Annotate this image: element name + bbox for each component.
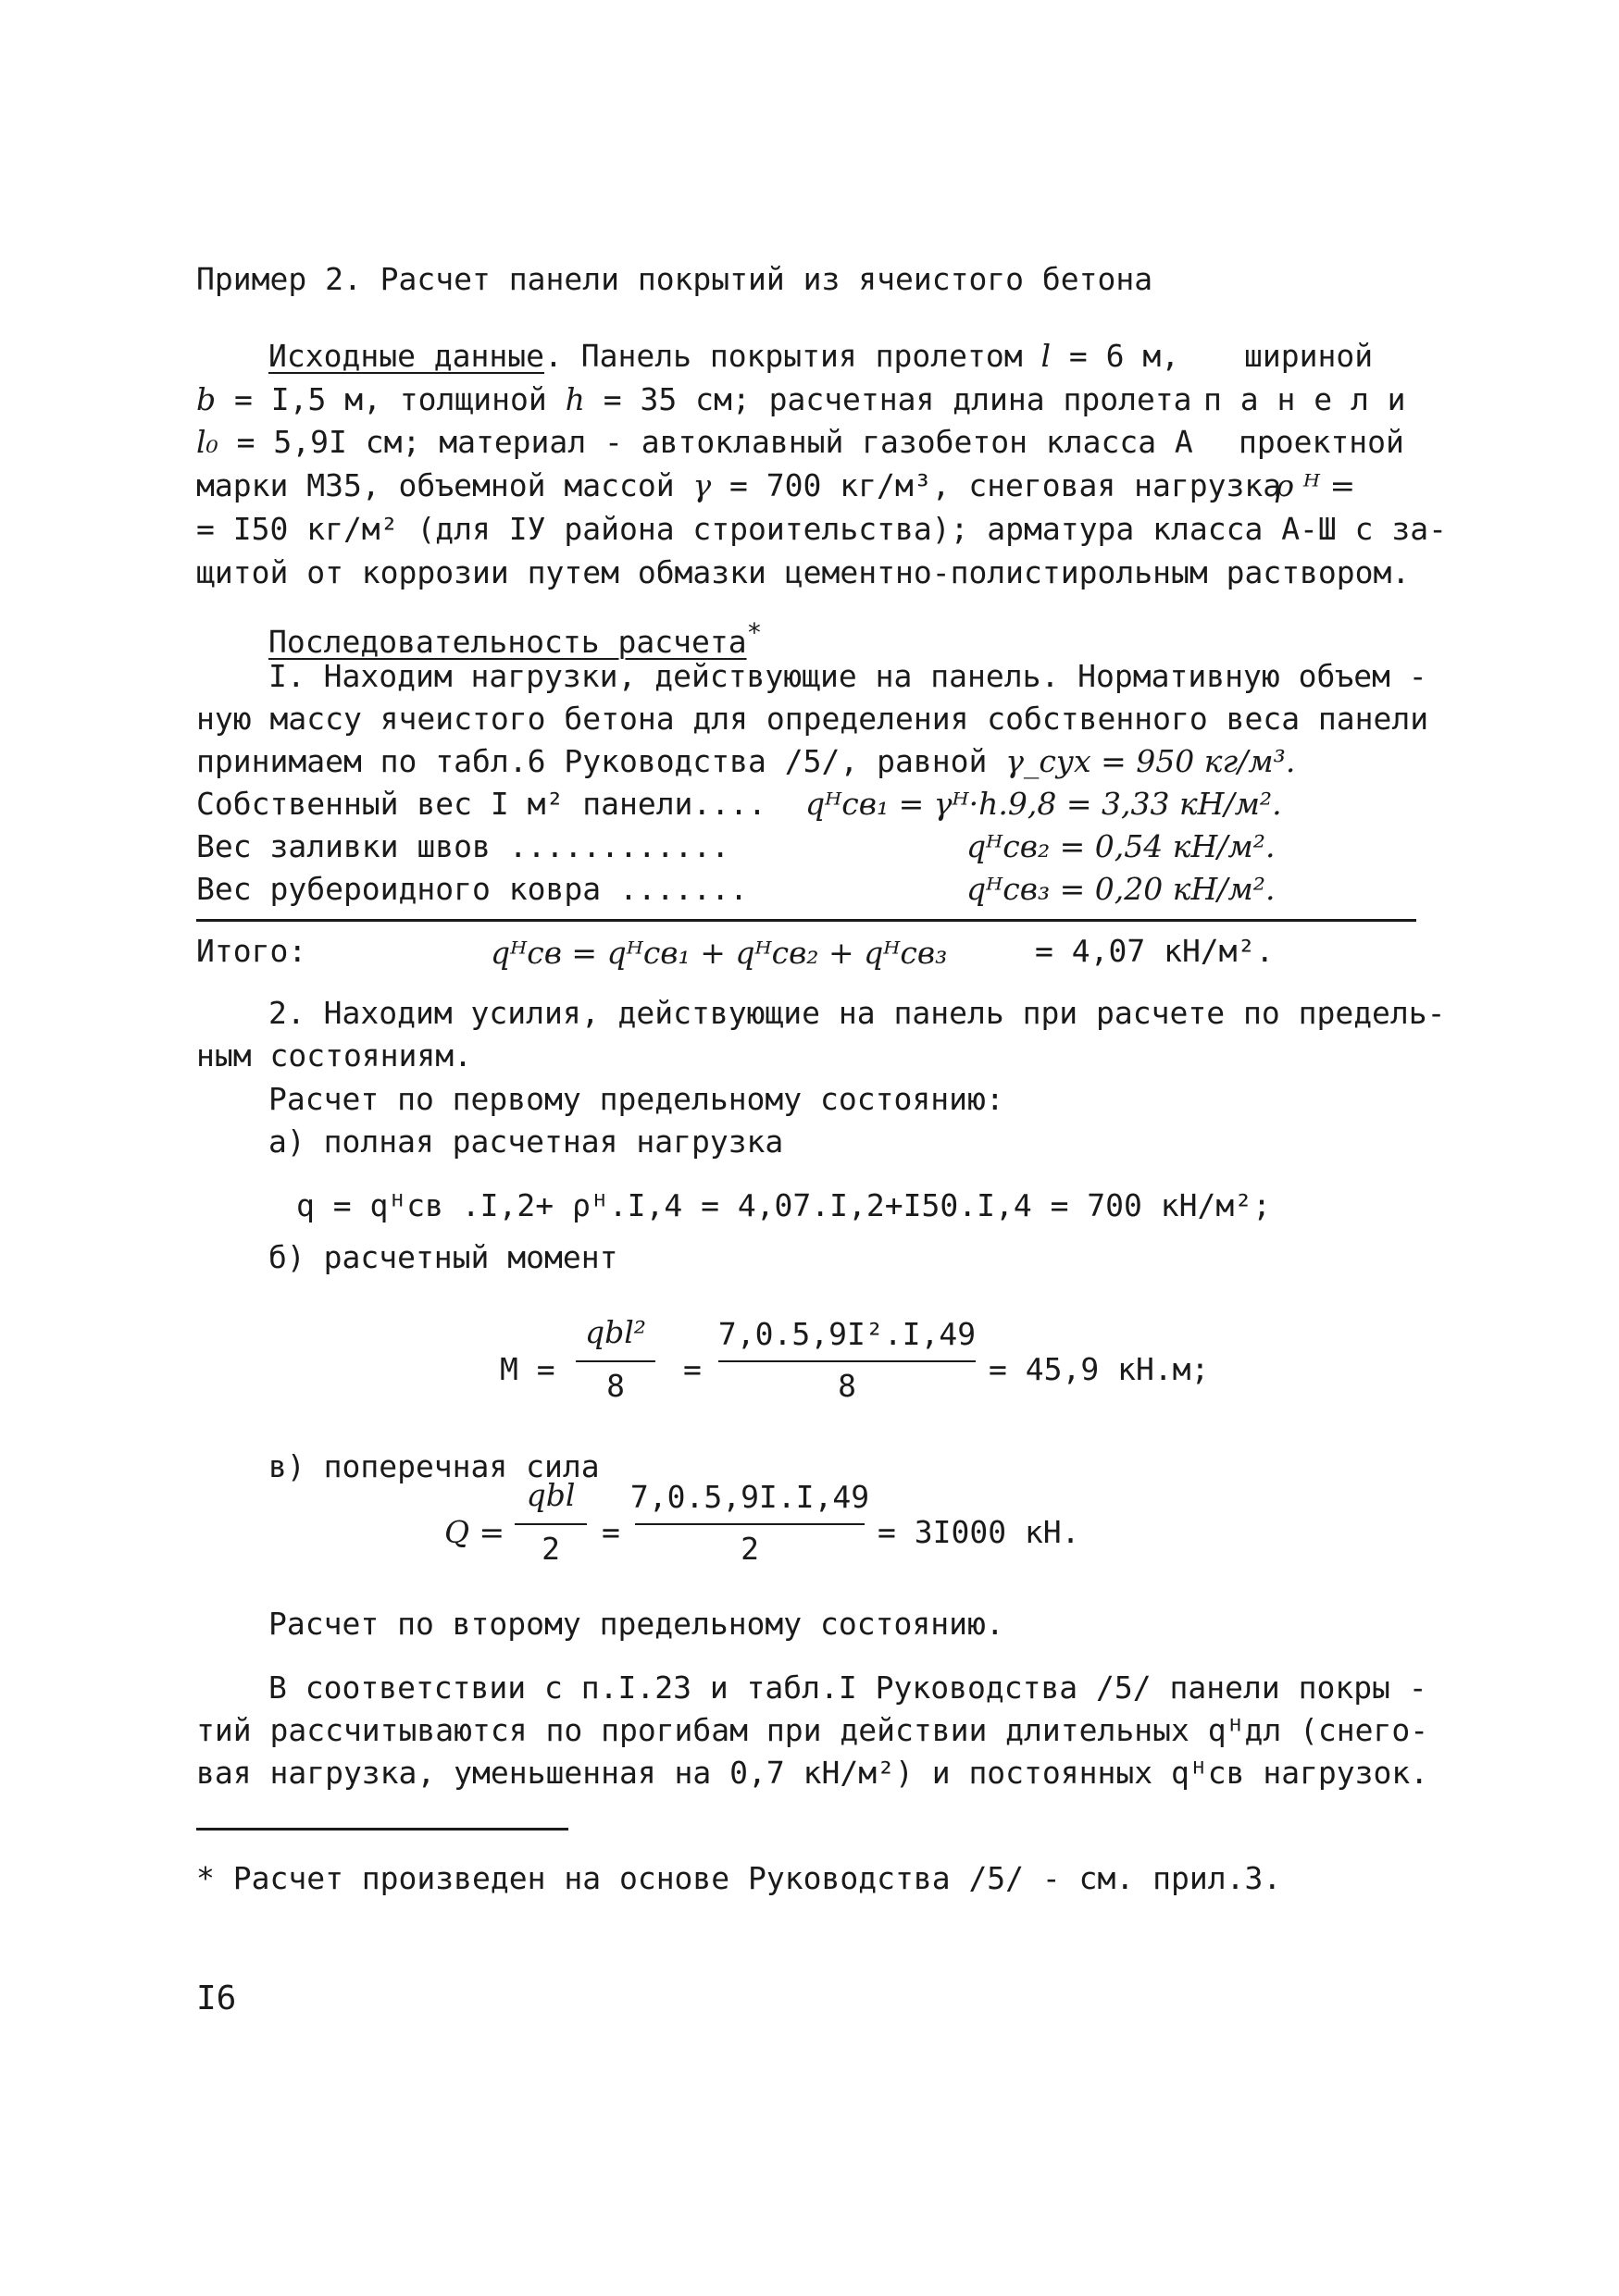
- paragraph-3-line-1: В соответствии с п.I.23 и табл.I Руководства /5/ панели покры -: [268, 1669, 1427, 1706]
- moment-denominator-2: 8: [838, 1368, 856, 1404]
- initial-data-line-2-end: п а н е л и: [1203, 381, 1406, 417]
- section-heading: Пример 2. Расчет панели покрытий из ячеистого бетона: [196, 261, 1153, 297]
- symbol-gamma: γ: [692, 467, 712, 503]
- initial-data-line-6: щитой от коррозии путем обмазки цементно-полистирольным раствором.: [196, 554, 1411, 590]
- cell-concrete-density: γ_суx = 950 кг/м³.: [1005, 743, 1296, 779]
- paragraph-3-line-2: тий рассчитываются по прогибам при действии длительных qᴴдл (снего-: [196, 1712, 1429, 1748]
- initial-data-line-5: = I50 кг/м² (для IУ района строительства); арматура класса А-Ш с за-: [196, 511, 1448, 547]
- shear-lhs: Q =: [444, 1514, 505, 1550]
- symbol-l: l: [1040, 338, 1052, 374]
- shear-numerator-2: 7,0.5,9I.I,49: [629, 1479, 870, 1515]
- load-formula-1: qᴴсв₁ = γᴴ·h.9,8 = 3,33 кН/м².: [805, 786, 1282, 822]
- initial-data-line-2: b = I,5 м, толщиной h = 35 см; расчетная длина пролета: [196, 381, 1192, 417]
- moment-fraction-bar-2: [718, 1360, 976, 1362]
- shear-denominator-2: 2: [741, 1531, 759, 1567]
- item-a-label: а) полная расчетная нагрузка: [268, 1123, 784, 1160]
- shear-fraction-bar-1: [515, 1523, 587, 1525]
- shear-result: = 3I000 кН.: [878, 1514, 1080, 1550]
- full-load-formula: q = qᴴсв .I,2+ ρᴴ.I,4 = 4,07.I,2+I50.I,4 = 700 кН/м²;: [296, 1187, 1271, 1223]
- step2-line-2: ным состояниям.: [196, 1037, 473, 1074]
- load-name-3: Вес рубероидного ковра .......: [196, 871, 749, 907]
- sequence-heading: Последовательность расчета*: [268, 618, 763, 660]
- load-formula-2: qᴴсв₂ = 0,54 кН/м².: [966, 828, 1276, 864]
- initial-data-label: Исходные данные: [268, 338, 545, 374]
- paragraph-3-line-3: вая нагрузка, уменьшенная на 0,7 кН/м²) и постоянных qᴴсв нагрузок.: [196, 1755, 1429, 1791]
- step1-line-2: ную массу ячеистого бетона для определения собственного веса панели: [196, 701, 1429, 737]
- total-label: Итого:: [196, 933, 307, 969]
- total-divider-line: [196, 919, 1416, 922]
- load-name-2: Вес заливки швов ............: [196, 828, 730, 864]
- moment-fraction-bar-1: [576, 1360, 655, 1362]
- symbol-b: b: [196, 381, 217, 417]
- load-formula-3: qᴴсв₃ = 0,20 кН/м².: [966, 871, 1276, 907]
- moment-result: = 45,9 кН.м;: [989, 1351, 1210, 1387]
- moment-lhs: М =: [500, 1351, 555, 1387]
- moment-numerator-1: qbl²: [584, 1314, 647, 1350]
- footnote-divider: [196, 1828, 568, 1831]
- shear-fraction-bar-2: [635, 1523, 865, 1525]
- total-value: = 4,07 кН/м².: [1035, 933, 1275, 969]
- symbol-p-norm: ρ ᴴ =: [1276, 467, 1356, 503]
- initial-data-line-1-end: шириной: [1244, 338, 1374, 374]
- initial-data-line-4: марки М35, объемной массой γ = 700 кг/м³, снеговая нагрузка: [196, 467, 1282, 503]
- total-formula: qᴴсв = qᴴсв₁ + qᴴсв₂ + qᴴсв₃: [491, 935, 948, 971]
- initial-data-line-3: l₀ = 5,9I см; материал - автоклавный газобетон класса А: [196, 424, 1193, 460]
- footnote-text: * Расчет произведен на основе Руководства /5/ - см. прил.3.: [196, 1860, 1282, 1896]
- initial-data-line-3-end: проектной: [1239, 424, 1404, 460]
- symbol-l0: l₀: [196, 424, 218, 460]
- shear-equals: =: [602, 1514, 620, 1550]
- moment-denominator-1: 8: [606, 1368, 625, 1404]
- item-b-label: б) расчетный момент: [268, 1239, 618, 1275]
- symbol-h: h: [565, 381, 585, 417]
- first-limit-state-heading: Расчет по первому предельному состоянию:: [268, 1081, 1004, 1117]
- step1-line-1: I. Находим нагрузки, действующие на панель. Нормативную объем -: [268, 658, 1427, 694]
- item-v-label: в) поперечная сила: [268, 1448, 600, 1484]
- load-name-1: Собственный вес I м² панели....: [196, 786, 766, 822]
- step2-line-1: 2. Находим усилия, действующие на панель при расчете по предель-: [268, 995, 1446, 1031]
- shear-numerator-1: qbl: [526, 1477, 576, 1513]
- shear-denominator-1: 2: [542, 1531, 560, 1567]
- moment-numerator-2: 7,0.5,9I².I,49: [717, 1316, 977, 1352]
- page-number: I6: [196, 1980, 237, 2017]
- moment-equals: =: [683, 1351, 702, 1387]
- step1-line-3: принимаем по табл.6 Руководства /5/, равной γ_суx = 950 кг/м³.: [196, 743, 1296, 779]
- second-limit-state-heading: Расчет по второму предельному состоянию.: [268, 1606, 1004, 1642]
- initial-data-line-1: Исходные данные. Панель покрытия пролетом l = 6 м,: [268, 338, 1180, 374]
- footnote-marker: *: [746, 618, 763, 648]
